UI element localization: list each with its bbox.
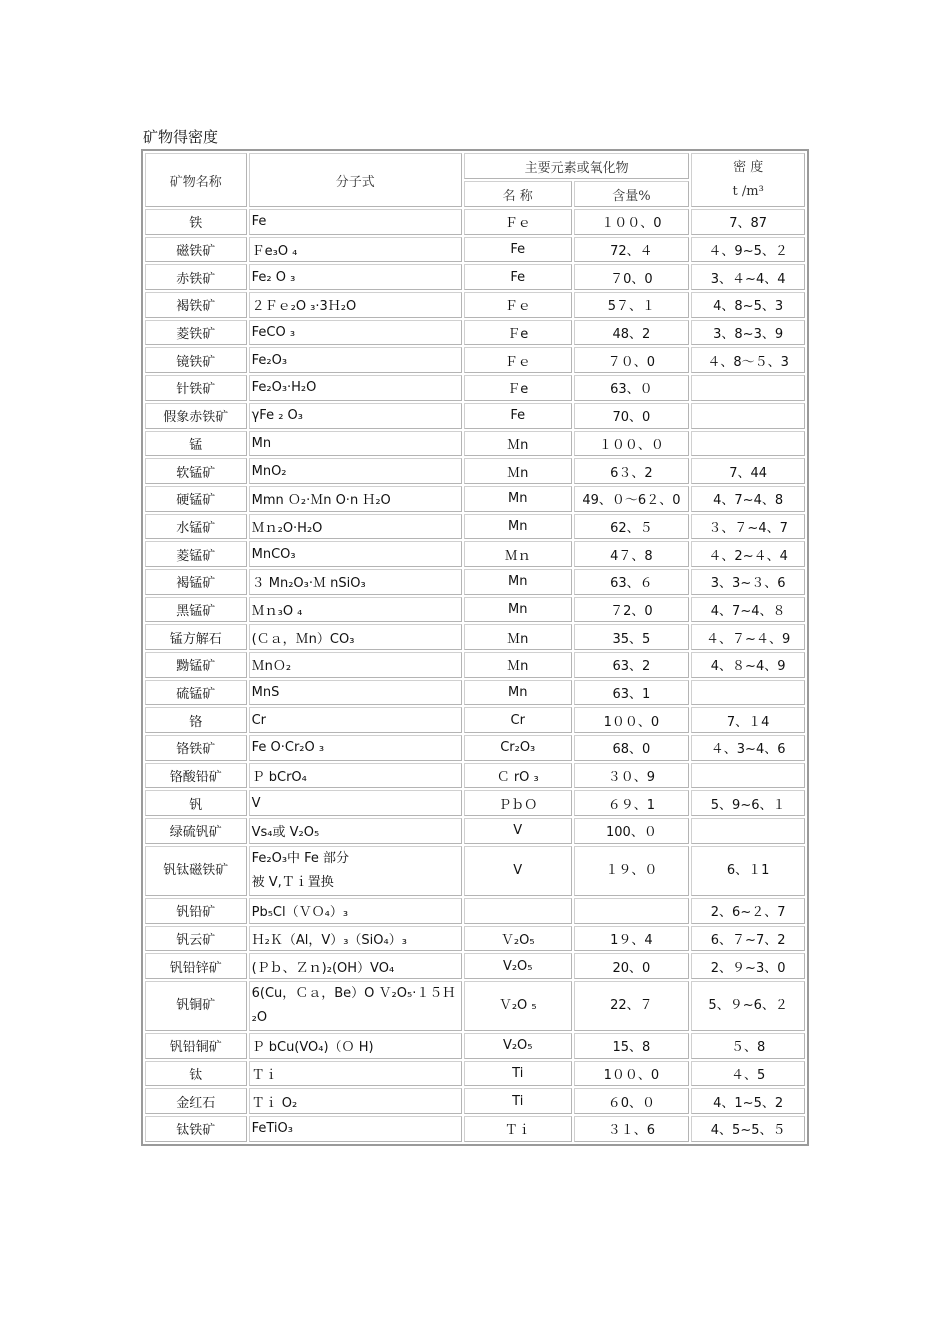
table-row [145,763,805,789]
mineral-name-cell: 软锰矿 [145,458,247,484]
content-percent-cell: 63、1 [574,680,690,706]
table-row [145,981,805,1031]
content-percent-cell: 1９、4 [574,926,690,952]
content-percent-cell: 6３、2 [574,458,690,484]
density-cell [691,763,805,789]
content-percent-cell: １９、０ [574,846,690,896]
density-cell: 5、9~6、１ [691,790,805,816]
table-row [145,818,805,844]
density-cell: 4、８~4、9 [691,652,805,678]
mineral-name-cell: 钛铁矿 [145,1116,247,1142]
formula-cell: Ｔｉ O₂ [249,1088,462,1114]
table-row [145,953,805,979]
element-name-cell: Mn [464,680,572,706]
element-name-cell: ＰｂＯ [464,790,572,816]
formula-cell: V [249,790,462,816]
density-cell: ４、5 [691,1061,805,1087]
mineral-name-cell: 赤铁矿 [145,264,247,290]
table-row [145,292,805,318]
density-cell: 6、１1 [691,846,805,896]
content-percent-cell: 100、０ [574,818,690,844]
formula-cell: MnS [249,680,462,706]
formula-cell: Fe₂ O ₃ [249,264,462,290]
element-name-cell: Fe [464,237,572,263]
table-row [145,707,805,733]
element-name-cell: V [464,846,572,896]
content-percent-cell: 22、７ [574,981,690,1031]
density-cell [691,375,805,401]
mineral-name-cell: 钒钛磁铁矿 [145,846,247,896]
content-percent-cell: ７０、0 [574,347,690,373]
mineral-name-cell: 钒云矿 [145,926,247,952]
table-row [145,569,805,595]
element-name-cell: Ti [464,1061,572,1087]
mineral-name-cell: 镜铁矿 [145,347,247,373]
mineral-name-cell: 铬铁矿 [145,735,247,761]
formula-cell: Fe₂O₃ [249,347,462,373]
table-row [145,652,805,678]
density-cell [691,403,805,429]
table-row [145,1116,805,1142]
table-row [145,237,805,263]
content-percent-cell: １００、0 [574,209,690,235]
element-name-cell: Ｍn [464,431,572,457]
formula-cell: FeTiO₃ [249,1116,462,1142]
content-percent-cell: 63、０ [574,375,690,401]
density-cell: 4、7~4、8 [691,486,805,512]
page-title: 矿物得密度 [143,128,219,146]
density-cell: 3、４~4、4 [691,264,805,290]
element-name-cell: Ｔｉ [464,1116,572,1142]
formula-cell: Ｍｎ₃O ₄ [249,597,462,623]
header-main-element-group: 主要元素或氧化物 [464,153,689,179]
mineral-name-cell: 锰 [145,431,247,457]
mineral-name-cell: 钒铅矿 [145,898,247,924]
header-density-unit: t /m³ [732,184,764,199]
element-name-cell: Mn [464,569,572,595]
table-row [145,846,805,896]
formula-cell: Fe [249,209,462,235]
element-name-cell: Ｃ rO ₃ [464,763,572,789]
content-percent-cell: ７0、0 [574,264,690,290]
table-row [145,403,805,429]
formula-cell: ３ Mn₂O₃·Ｍ nSiO₃ [249,569,462,595]
header-formula: 分子式 [249,153,462,207]
header-density-label: 密 度 [733,160,764,175]
formula-cell: MnO₂ [249,458,462,484]
element-name-cell: Ｆｅ [464,347,572,373]
mineral-name-cell: 菱铁矿 [145,320,247,346]
header-element-name: 名 称 [464,181,572,207]
formula-cell: Mmn Ｏ₂·Ｍn O·n Ｈ₂O [249,486,462,512]
mineral-name-cell: 硫锰矿 [145,680,247,706]
table-row [145,624,805,650]
content-percent-cell: 1００、0 [574,707,690,733]
table-row [145,680,805,706]
density-cell: 2、6~２、7 [691,898,805,924]
element-name-cell: Ｍｎ [464,541,572,567]
mineral-name-cell: 水锰矿 [145,514,247,540]
content-percent-cell: ６９、1 [574,790,690,816]
formula-cell: 6(Cu，Ｃａ，Be）O Ｖ₂O₅·１５Ｈ₂O [249,981,462,1031]
table-row [145,514,805,540]
table-row [145,1088,805,1114]
header-content-percent: 含量% [574,181,690,207]
content-percent-cell: 72、４ [574,237,690,263]
element-name-cell: Ｆe [464,375,572,401]
content-percent-cell: 49、０～6２、0 [574,486,690,512]
element-name-cell: Ｍn [464,458,572,484]
density-cell: 4、1~5、2 [691,1088,805,1114]
density-cell: 6、７~7、2 [691,926,805,952]
mineral-density-table [141,149,809,1146]
density-cell: ４、2~４、4 [691,541,805,567]
formula-cell: Vs₄或 V₂O₅ [249,818,462,844]
mineral-name-cell: 锰方解石 [145,624,247,650]
formula-cell: ２Ｆｅ₂O ₃·3Ｈ₂O [249,292,462,318]
content-percent-cell: ３０、9 [574,763,690,789]
table-row [145,1033,805,1059]
density-cell: ４、７~４、9 [691,624,805,650]
element-name-cell: V₂O₅ [464,1033,572,1059]
density-cell: 2、９~3、0 [691,953,805,979]
content-percent-cell: 1００、0 [574,1061,690,1087]
mineral-name-cell: 钒铅铜矿 [145,1033,247,1059]
mineral-name-cell: 磁铁矿 [145,237,247,263]
formula-cell: MnCO₃ [249,541,462,567]
table-row [145,486,805,512]
element-name-cell: Cr₂O₃ [464,735,572,761]
content-percent-cell: ６0、０ [574,1088,690,1114]
density-cell [691,431,805,457]
formula-cell: Fe₂O₃中 Fe 部分 被 V,Ｔｉ置换 [249,846,462,896]
mineral-name-cell: 褐锰矿 [145,569,247,595]
table-row [145,541,805,567]
formula-cell: Pb₅Cl（ＶＯ₄）₃ [249,898,462,924]
table-row [145,926,805,952]
element-name-cell: V [464,818,572,844]
table-row [145,209,805,235]
formula-cell: FeCO ₃ [249,320,462,346]
formula-cell: Cr [249,707,462,733]
mineral-name-cell: 黑锰矿 [145,597,247,623]
table-row [145,1061,805,1087]
mineral-name-cell: 菱锰矿 [145,541,247,567]
element-name-cell: Mn [464,486,572,512]
density-cell: 4、5~5、５ [691,1116,805,1142]
element-name-cell: Ｍn [464,652,572,678]
density-cell: 7、44 [691,458,805,484]
element-name-cell: Ｆｅ [464,292,572,318]
mineral-name-cell: 铬酸铅矿 [145,763,247,789]
content-percent-cell: 62、５ [574,514,690,540]
table-row [145,597,805,623]
formula-cell: Ｐ bCrO₄ [249,763,462,789]
element-name-cell: Cr [464,707,572,733]
mineral-name-cell: 褐铁矿 [145,292,247,318]
formula-cell: Ｍｎ₂O·H₂O [249,514,462,540]
table-row [145,735,805,761]
header-mineral-name: 矿物名称 [145,153,247,207]
table-row [145,790,805,816]
formula-cell: Ｐ bCu(VO₄)（Ｏ H) [249,1033,462,1059]
table-row [145,431,805,457]
table-row [145,347,805,373]
content-percent-cell: 48、2 [574,320,690,346]
formula-cell: (Ｐｂ、Ｚｎ)₂(OH）VO₄ [249,953,462,979]
table-body [145,209,805,1142]
density-cell: ４、9~5、２ [691,237,805,263]
table-row [145,320,805,346]
mineral-name-cell: 钒铅锌矿 [145,953,247,979]
mineral-name-cell: 铁 [145,209,247,235]
element-name-cell: Ｖ₂O ₅ [464,981,572,1031]
content-percent-cell: ３１、6 [574,1116,690,1142]
formula-cell: Ｆe₃O ₄ [249,237,462,263]
formula-cell: Fe O·Cr₂O ₃ [249,735,462,761]
mineral-name-cell: 黝锰矿 [145,652,247,678]
mineral-name-cell: 铬 [145,707,247,733]
element-name-cell: Fe [464,403,572,429]
element-name-cell: Mn [464,514,572,540]
table-row [145,375,805,401]
formula-cell: (Ｃａ，Ｍn）CO₃ [249,624,462,650]
element-name-cell: Mn [464,597,572,623]
formula-cell: γFe ₂ O₃ [249,403,462,429]
density-cell [691,680,805,706]
density-cell: 7、１4 [691,707,805,733]
density-cell [691,818,805,844]
density-cell: 5、９~6、２ [691,981,805,1031]
element-name-cell [464,898,572,924]
content-percent-cell: 20、0 [574,953,690,979]
density-cell: ３、７~4、7 [691,514,805,540]
density-cell: ４、8～５、3 [691,347,805,373]
element-name-cell: Ti [464,1088,572,1114]
mineral-name-cell: 钒 [145,790,247,816]
content-percent-cell [574,898,690,924]
element-name-cell: Ｍn [464,624,572,650]
content-percent-cell: ７2、0 [574,597,690,623]
content-percent-cell: １００、０ [574,431,690,457]
content-percent-cell: 15、8 [574,1033,690,1059]
mineral-name-cell: 绿硫钒矿 [145,818,247,844]
header-density [691,153,805,207]
mineral-name-cell: 金红石 [145,1088,247,1114]
content-percent-cell: 5７、１ [574,292,690,318]
table-row [145,458,805,484]
density-cell: ４、3~4、6 [691,735,805,761]
mineral-name-cell: 硬锰矿 [145,486,247,512]
content-percent-cell: 4７、8 [574,541,690,567]
element-name-cell: Fe [464,264,572,290]
mineral-name-cell: 钛 [145,1061,247,1087]
content-percent-cell: 68、0 [574,735,690,761]
density-cell: ５、8 [691,1033,805,1059]
element-name-cell: Ｆｅ [464,209,572,235]
formula-cell: Ｈ₂Ｋ（Al，V）₃（SiO₄）₃ [249,926,462,952]
formula-cell: Mn [249,431,462,457]
density-cell: 4、7~4、８ [691,597,805,623]
mineral-name-cell: 假象赤铁矿 [145,403,247,429]
formula-cell: ＭnＯ₂ [249,652,462,678]
element-name-cell: Ｖ₂O₅ [464,926,572,952]
formula-cell: Fe₂O₃·H₂O [249,375,462,401]
table-row [145,264,805,290]
table-row [145,898,805,924]
density-cell: 3、3~３、6 [691,569,805,595]
density-cell: 7、87 [691,209,805,235]
mineral-name-cell: 钒铜矿 [145,981,247,1031]
content-percent-cell: 63、６ [574,569,690,595]
content-percent-cell: 63、2 [574,652,690,678]
density-cell: 3、8~3、9 [691,320,805,346]
mineral-name-cell: 针铁矿 [145,375,247,401]
element-name-cell: Ｆe [464,320,572,346]
content-percent-cell: 70、0 [574,403,690,429]
formula-cell: Ｔｉ [249,1061,462,1087]
content-percent-cell: 35、5 [574,624,690,650]
element-name-cell: V₂O₅ [464,953,572,979]
density-cell: 4、8~5、3 [691,292,805,318]
